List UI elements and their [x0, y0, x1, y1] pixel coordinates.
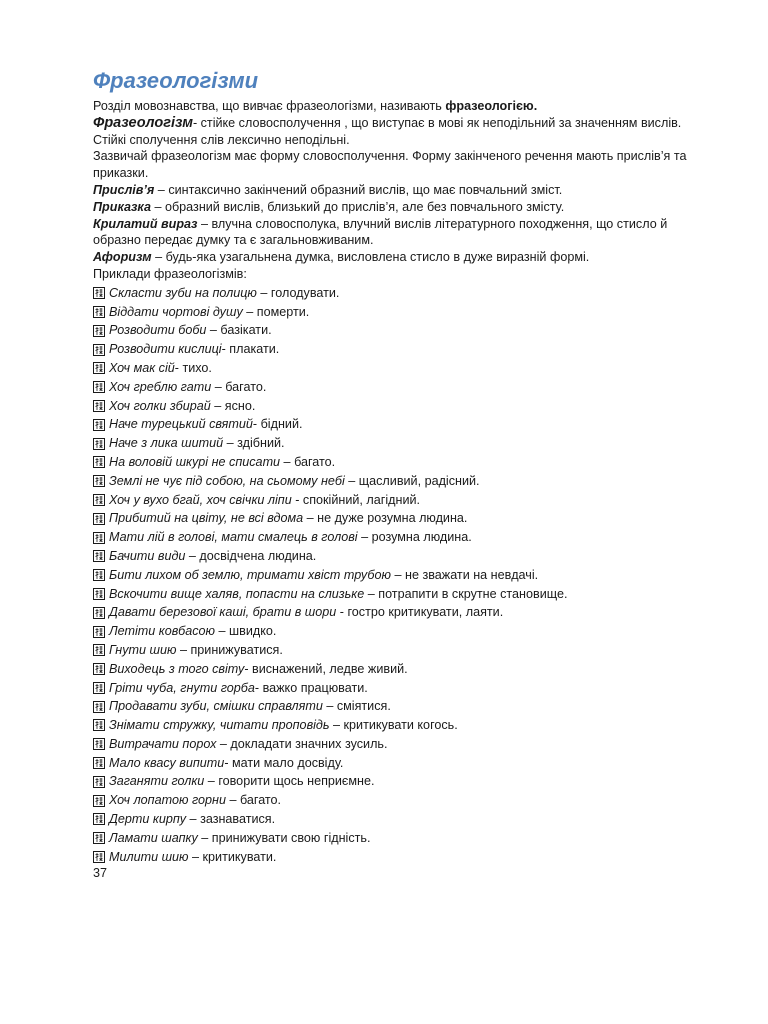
- list-item: [93, 829, 713, 848]
- boxed-glyph-icon: [93, 776, 105, 788]
- example-phrase: Хоч греблю гати: [109, 379, 212, 394]
- examples-list: [93, 284, 713, 867]
- definition-text: – влучна словосполука, влучний вислів літературного походження, що стисло й образно передає думку та є загальновживаним.: [93, 216, 668, 248]
- example-meaning: - тихо.: [174, 360, 212, 375]
- example-phrase: Летіти ковбасою: [109, 624, 216, 639]
- list-item: [93, 509, 713, 528]
- boxed-glyph-icon: [93, 456, 105, 468]
- definition-proverb: [93, 182, 713, 199]
- list-item: [93, 660, 713, 679]
- definition-aphorism: [93, 249, 713, 266]
- example-meaning: – швидко.: [215, 624, 277, 639]
- list-item: [93, 716, 713, 735]
- boxed-glyph-icon: [93, 588, 105, 600]
- boxed-glyph-icon: [93, 813, 105, 825]
- definition-text: - стійке словосполучення , що виступає в мові як неподільний за значенням вислів. Стійкі сполучення слів лексично неподільні.: [93, 115, 682, 147]
- boxed-glyph-icon: [93, 475, 105, 487]
- example-phrase: Хоч у вухо бгай, хоч свічки ліпи: [109, 492, 292, 507]
- list-item: [93, 791, 713, 810]
- example-phrase: Ламати шапку: [109, 830, 198, 845]
- example-meaning: – критикувати когось.: [329, 718, 458, 733]
- example-phrase: Скласти зуби на полицю: [109, 285, 257, 300]
- boxed-glyph-icon: [93, 626, 105, 638]
- list-item: [93, 735, 713, 754]
- list-item: [93, 378, 713, 397]
- intro-bold-term: фразеологією.: [445, 99, 538, 113]
- boxed-glyph-icon: [93, 419, 105, 431]
- definition-catchphrase: [93, 216, 713, 250]
- boxed-glyph-icon: [93, 550, 105, 562]
- example-meaning: – зазнаватися.: [186, 812, 276, 827]
- example-meaning: – багато.: [211, 379, 267, 394]
- list-item: [93, 547, 713, 566]
- list-item: [93, 491, 713, 510]
- example-meaning: - спокійний, лагідний.: [291, 492, 421, 507]
- example-meaning: – сміятися.: [322, 699, 391, 714]
- definition-text: – образний вислів, близький до прислів’я, але без повчального змісту.: [150, 199, 565, 214]
- example-meaning: – досвідчена людина.: [185, 548, 317, 563]
- example-meaning: - важко працювати.: [254, 680, 368, 695]
- example-phrase: Заганяти голки: [109, 774, 205, 789]
- boxed-glyph-icon: [93, 795, 105, 807]
- example-meaning: – багато.: [225, 793, 282, 808]
- list-item: [93, 622, 713, 641]
- example-phrase: Давати березової каші, брати в шори: [109, 605, 337, 620]
- definition-term: Фразеологізм: [93, 114, 193, 131]
- example-phrase: Наче турецький святий: [109, 417, 253, 432]
- example-phrase: Дерти кирпу: [109, 812, 187, 827]
- example-phrase: Вскочити вище халяв, попасти на слизьке: [109, 586, 365, 601]
- example-meaning: - гостро критикувати, лаяти.: [336, 605, 504, 620]
- document-page: [93, 66, 713, 866]
- definition-text: Зазвичай фразеологізм має форму словосполучення. Форму закінченого речення мають прислів’я та приказки.: [93, 149, 687, 181]
- example-phrase: Гріти чуба, гнути горба: [109, 680, 255, 695]
- boxed-glyph-icon: [93, 569, 105, 581]
- list-item: [93, 772, 713, 791]
- list-item: [93, 679, 713, 698]
- list-item: [93, 810, 713, 829]
- boxed-glyph-icon: [93, 287, 105, 299]
- definition-term: Прислів’я: [93, 182, 155, 197]
- boxed-glyph-icon: [93, 757, 105, 769]
- definition-term: Афоризм: [93, 250, 152, 265]
- boxed-glyph-icon: [93, 344, 105, 356]
- list-item: [93, 434, 713, 453]
- boxed-glyph-icon: [93, 381, 105, 393]
- example-phrase: Бачити види: [109, 548, 186, 563]
- example-phrase: Бити лихом об землю, тримати хвіст трубою: [109, 567, 391, 582]
- example-meaning: – потрапити в скрутне становище.: [364, 586, 568, 601]
- boxed-glyph-icon: [93, 513, 105, 525]
- example-meaning: – голодувати.: [256, 285, 340, 300]
- example-meaning: – базікати.: [206, 323, 272, 338]
- list-item: [93, 415, 713, 434]
- example-phrase: Милити шию: [109, 849, 189, 864]
- intro-paragraph: [93, 98, 713, 115]
- list-item: [93, 321, 713, 340]
- example-meaning: – не дуже розумна людина.: [303, 511, 468, 526]
- example-meaning: – критикувати.: [188, 849, 277, 864]
- boxed-glyph-icon: [93, 719, 105, 731]
- boxed-glyph-icon: [93, 832, 105, 844]
- examples-heading: Приклади фразеологізмів:: [93, 266, 247, 281]
- example-phrase: Хоч лопатою горни: [109, 793, 226, 808]
- boxed-glyph-icon: [93, 362, 105, 374]
- boxed-glyph-icon: [93, 400, 105, 412]
- example-phrase: Хоч голки збирай: [109, 398, 211, 413]
- list-item: [93, 848, 713, 867]
- example-meaning: – розумна людина.: [357, 530, 472, 545]
- example-phrase: Продавати зуби, смішки справляти: [109, 699, 323, 714]
- example-meaning: – принижувати свою гідність.: [197, 830, 371, 845]
- example-phrase: Прибитий на цвіту, не всі вдома: [109, 511, 304, 526]
- example-meaning: - мати мало досвіду.: [224, 755, 344, 770]
- example-phrase: Наче з лика шитий: [109, 436, 224, 451]
- example-phrase: Віддати чортові душу: [109, 304, 243, 319]
- example-phrase: Землі не чує під собою, на сьомому небі: [109, 473, 345, 488]
- example-meaning: - виснажений, ледве живий.: [244, 661, 408, 676]
- boxed-glyph-icon: [93, 644, 105, 656]
- example-meaning: – здібний.: [223, 436, 285, 451]
- example-phrase: Мати лій в голові, мати смалець в голові: [109, 530, 358, 545]
- definition-text: – синтаксично закінчений образний вислів, що має повчальний зміст.: [154, 182, 563, 197]
- boxed-glyph-icon: [93, 701, 105, 713]
- boxed-glyph-icon: [93, 306, 105, 318]
- definition-term: Приказка: [93, 199, 151, 214]
- definition-term: Крилатий вираз: [93, 216, 198, 231]
- definition-saying: [93, 199, 713, 216]
- intro-text: Розділ мовознавства, що вивчає фразеологізми, називають: [93, 99, 446, 113]
- example-meaning: - бідний.: [252, 417, 303, 432]
- list-item: [93, 303, 713, 322]
- boxed-glyph-icon: [93, 851, 105, 863]
- example-phrase: Гнути шию: [109, 642, 177, 657]
- example-meaning: - плакати.: [221, 342, 280, 357]
- list-item: [93, 566, 713, 585]
- example-meaning: – говорити щось неприємне.: [204, 774, 375, 789]
- list-item: [93, 585, 713, 604]
- definition-text: – будь-яка узагальнена думка, висловлена стисло в дуже виразній формі.: [151, 250, 590, 265]
- list-item: [93, 359, 713, 378]
- list-item: [93, 397, 713, 416]
- example-phrase: Розводити боби: [109, 323, 207, 338]
- boxed-glyph-icon: [93, 738, 105, 750]
- list-item: [93, 603, 713, 622]
- boxed-glyph-icon: [93, 438, 105, 450]
- boxed-glyph-icon: [93, 532, 105, 544]
- list-item: [93, 284, 713, 303]
- boxed-glyph-icon: [93, 607, 105, 619]
- list-item: [93, 453, 713, 472]
- example-phrase: Розводити кислиці: [109, 342, 222, 357]
- example-meaning: – не зважати на невдачі.: [390, 567, 539, 582]
- example-phrase: Мало квасу випити: [109, 755, 225, 770]
- list-item: [93, 528, 713, 547]
- list-item: [93, 754, 713, 773]
- definition-phraseologism: [93, 115, 713, 149]
- example-phrase: Витрачати порох: [109, 736, 217, 751]
- example-phrase: Хоч мак сій: [109, 360, 175, 375]
- page-title: Фразеологізми: [93, 68, 259, 93]
- list-item: [93, 340, 713, 359]
- boxed-glyph-icon: [93, 494, 105, 506]
- list-item: [93, 697, 713, 716]
- example-meaning: – багато.: [280, 454, 336, 469]
- boxed-glyph-icon: [93, 325, 105, 337]
- form-note-paragraph: [93, 148, 713, 182]
- list-item: [93, 472, 713, 491]
- example-meaning: – ясно.: [210, 398, 256, 413]
- boxed-glyph-icon: [93, 682, 105, 694]
- example-phrase: Виходець з того світу: [109, 661, 245, 676]
- boxed-glyph-icon: [93, 663, 105, 675]
- example-meaning: – докладати значних зусиль.: [216, 736, 388, 751]
- example-meaning: – щасливий, радісний.: [344, 473, 480, 488]
- example-meaning: – принижуватися.: [176, 642, 283, 657]
- example-phrase: Знімати стружку, читати проповідь: [109, 718, 330, 733]
- list-item: [93, 641, 713, 660]
- example-phrase: На воловій шкурі не списати: [109, 454, 281, 469]
- example-meaning: – померти.: [242, 304, 310, 319]
- page-number: 37: [93, 866, 108, 880]
